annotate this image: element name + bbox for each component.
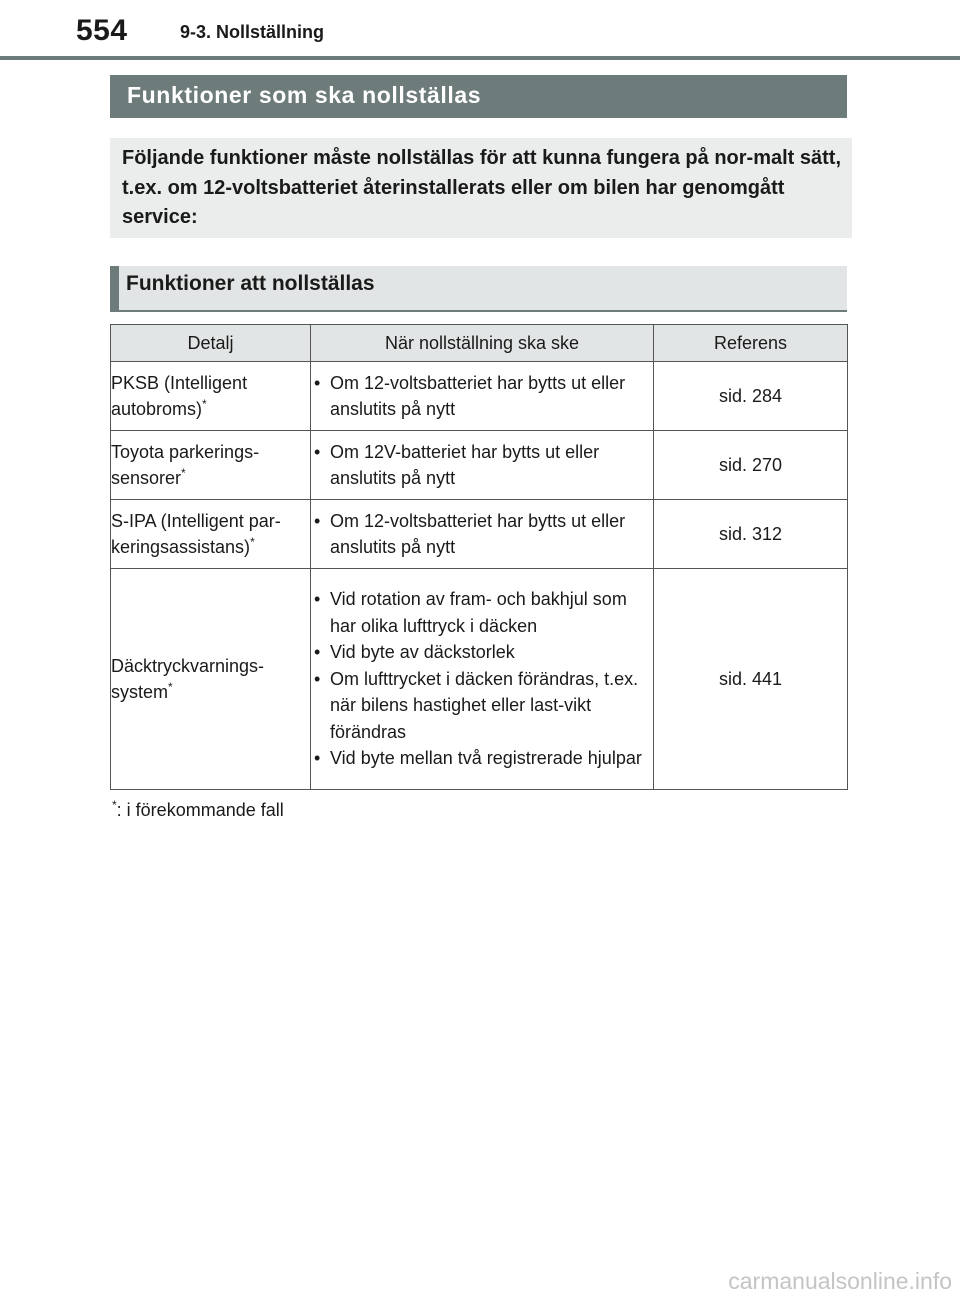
subheading-accent [110, 266, 119, 310]
condition-item: • Vid rotation av fram- och bakhjul som har olika lufttryck i däcken [311, 586, 653, 639]
intro-box [110, 138, 852, 238]
condition-cell [311, 431, 654, 500]
watermark: carmanualsonline.info [728, 1268, 952, 1294]
detail-cell [111, 431, 311, 500]
subheading-bar [110, 266, 847, 312]
detail-cell [111, 569, 311, 790]
page-number: 554 [76, 14, 128, 47]
table-header-row [111, 325, 848, 362]
detail-text: Toyota parkerings-sensorer [111, 442, 260, 488]
reference-cell: sid. 441 [654, 569, 848, 790]
footnote [112, 800, 284, 821]
detail-cell [111, 362, 311, 431]
condition-item: • Om 12-voltsbatteriet har bytts ut eller anslutits på nytt [311, 370, 653, 423]
page-header [0, 0, 960, 62]
condition-list [311, 439, 653, 492]
column-header-when: När nollställning ska ske [311, 325, 654, 362]
table-row [111, 362, 848, 431]
detail-text: PKSB (Intelligent autobroms) [111, 373, 248, 419]
table-row [111, 500, 848, 569]
footnote-marker: * [202, 397, 207, 411]
footnote-text: : i förekommande fall [116, 800, 284, 820]
footnote-marker: * [112, 798, 117, 812]
detail-text: Däcktryckvarnings-system [111, 656, 265, 702]
footnote-marker: * [181, 466, 186, 480]
reference-cell: sid. 284 [654, 362, 848, 431]
condition-list [311, 370, 653, 423]
footnote-marker: * [250, 535, 255, 549]
detail-cell [111, 500, 311, 569]
detail-text: S-IPA (Intelligent par-keringsassistans) [111, 511, 281, 557]
intro-text: Följande funktioner måste nollställas för att kunna fungera på nor-malt sätt, t.ex. om 12-voltsbatteriet återinstallerats eller om bilen har genomgått service: [122, 147, 841, 228]
table-row [111, 431, 848, 500]
reset-functions-table [110, 324, 848, 790]
condition-cell [311, 500, 654, 569]
section-title: 9-3. Nollställning [180, 22, 325, 42]
condition-item: • Om 12V-batteriet har bytts ut eller anslutits på nytt [311, 439, 653, 492]
subheading-title: Funktioner att nollställas [126, 272, 375, 295]
section-title-bar [110, 75, 847, 118]
table-row [111, 569, 848, 790]
condition-list [311, 508, 653, 561]
condition-cell [311, 362, 654, 431]
reference-cell: sid. 270 [654, 431, 848, 500]
footnote-marker: * [168, 680, 173, 694]
condition-list [311, 586, 653, 772]
condition-cell [311, 569, 654, 790]
header-divider [0, 56, 960, 60]
condition-item: • Vid byte mellan två registrerade hjulpar [311, 745, 653, 772]
condition-item: • Vid byte av däckstorlek [311, 639, 653, 666]
condition-item: • Om 12-voltsbatteriet har bytts ut eller anslutits på nytt [311, 508, 653, 561]
reference-cell: sid. 312 [654, 500, 848, 569]
condition-item: • Om lufttrycket i däcken förändras, t.ex. när bilens hastighet eller last-vikt förändras [311, 666, 653, 746]
section-heading: Funktioner som ska nollställas [127, 82, 482, 108]
column-header-reference: Referens [654, 325, 848, 362]
column-header-detail: Detalj [111, 325, 311, 362]
